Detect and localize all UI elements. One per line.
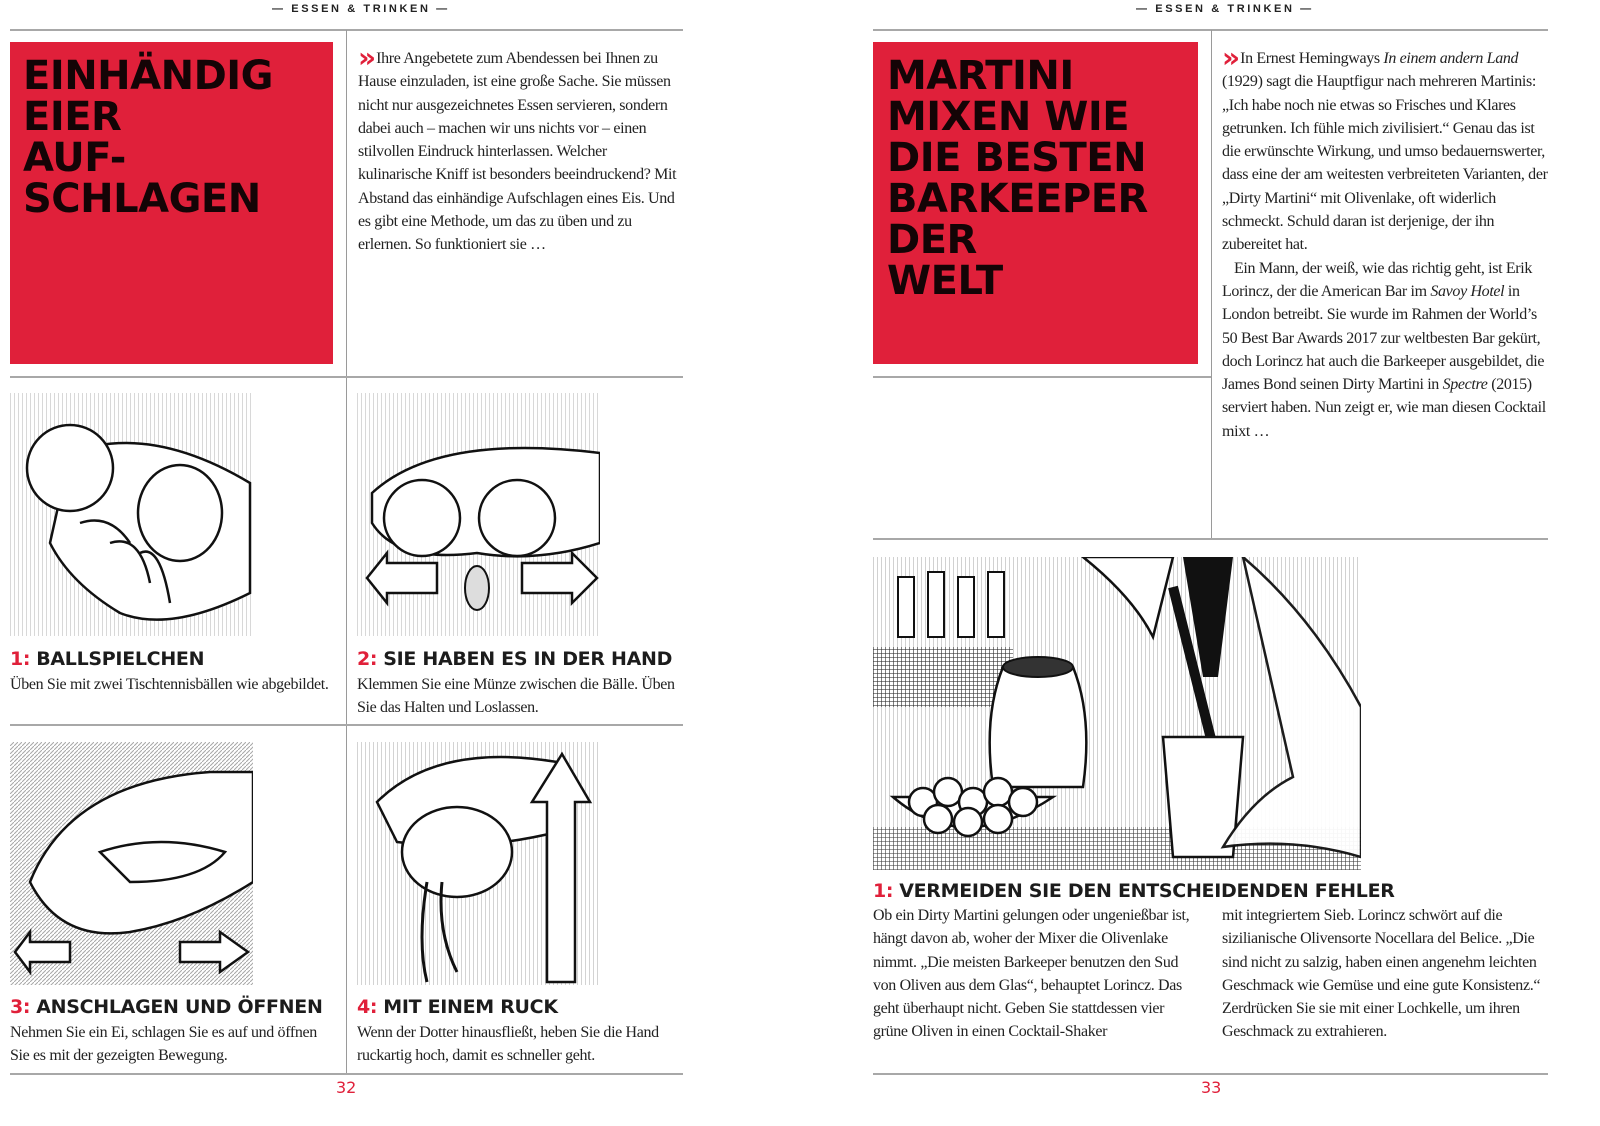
hand-holding-two-balls-illustration [10, 393, 253, 636]
page-number: 33 [1201, 1078, 1222, 1097]
column-divider [346, 30, 347, 1075]
step-3-title: 3: ANSCHLAGEN UND ÖFFNEN [10, 996, 323, 1018]
page-number: 32 [336, 1078, 357, 1097]
step-4-title: 4: MIT EINEM RUCK [357, 996, 558, 1018]
intro-text: » In Ernest Hemingways In einem andern Land (1929) sagt die Hauptfigur nach mehreren Martinis: „Ich habe noch nie etwas so Frisches und Klares getrunken. Ich fühle mich zivilisiert.“ Genau das ist die erwünschte Wirkung, und umso bedauernswerter, dass eine der am weitesten verbreiteten Varianten, der „Dirty Martini“ mit Olivenlake, oft widerlich schmeckt. Schuld daran ist derjenige, der ihn zubereitet hat. Ein Mann, der weiß, wie das richtig geht, ist Erik Lorincz, der die American Bar im Savoy Hotel in London betreibt. Sie wurde im Rahmen der World’s 50 Best Bar Awards 2017 zur weltbesten Bar gekürt, doch Lorincz hat auch die Barkeeper ausgebildet, die James Bond seinen Dirty Martini in Spectre (2015) serviert haben. Nun zeigt er, wie man diesen Cocktail mixt … [1222, 41, 1548, 440]
step-1-text: Üben Sie mit zwei Tischtennisbällen wie abgebildet. [10, 676, 329, 693]
section-label: — ESSEN & TRINKEN — [272, 3, 450, 15]
page-title: EINHÄNDIG EIER AUF- SCHLAGEN [23, 53, 274, 222]
rule [10, 376, 683, 378]
hand-with-coin-arrows-illustration [357, 393, 600, 636]
step-1-title: 1: VERMEIDEN SIE DEN ENTSCHEIDENDEN FEHLER [873, 880, 1395, 902]
page-title: MARTINI MIXEN WIE DIE BESTEN BARKEEPER DER WELT [887, 53, 1148, 304]
step-2-text: Klemmen Sie eine Münze zwischen die Bälle. Üben Sie das Halten und Loslassen. [357, 676, 675, 716]
egg-yolk-flowing-up-arrow-illustration [357, 742, 600, 985]
headline-box [873, 42, 1198, 364]
section-label: — ESSEN & TRINKEN — [1136, 3, 1314, 15]
step-2-title: 2: SIE HABEN ES IN DER HAND [357, 648, 673, 670]
step-1-text-column-1: Ob ein Dirty Martini gelungen oder ungenießbar ist, hängt davon ab, woher der Mixer die Olivenlake nimmt. „Die meisten Barkeeper benutzen den Sud von Oliven aus dem Glas“, behauptet Lorincz. Das geht überhaupt nicht. Geben Sie stattdessen vier grüne Oliven in einen Cocktail-Shaker [873, 907, 1190, 1041]
rule [873, 376, 1211, 378]
step-1-text-column-2: mit integriertem Sieb. Lorincz schwört auf die sizilianische Olivensorte Nocellara del Belice. „Die sind nicht zu salzig, haben einen angenehm leichten Geschmack wie Gemüse und eine gute Konsistenz.“ Zerdrücken Sie sie mit einer Lochkelle, um ihren Geschmack zu extrahieren. [1222, 907, 1541, 1041]
step-3-text: Nehmen Sie ein Ei, schlagen Sie es auf und öffnen Sie es mit der gezeigten Bewegung. [10, 1024, 317, 1064]
headline-box [10, 42, 333, 364]
bartender-crushing-olives-illustration [873, 557, 1361, 870]
intro-text: » Ihre Angebetete zum Abendessen bei Ihnen zu Hause einzuladen, ist eine große Sache. Sie müssen nicht nur ausgezeichnetes Essen servieren, sondern dabei auch – machen wir uns nichts vor – einen stilvollen Eindruck hinterlassen. Welcher kulinarische Kniff ist besonders beeindruckend? Mit Abstand das einhändige Aufschlagen eines Eis. Und es gibt eine Methode, um das zu üben und zu erlernen. So funktioniert sie … [358, 41, 677, 254]
column-divider [1211, 30, 1212, 539]
bottom-rule [10, 1073, 683, 1075]
double-chevron-quote-icon: » [358, 41, 371, 74]
step-1-title: 1: BALLSPIELCHEN [10, 648, 205, 670]
rule [873, 538, 1548, 540]
step-4-text: Wenn der Dotter hinausfließt, heben Sie die Hand ruckartig hoch, damit es schneller geht. [357, 1024, 659, 1064]
double-chevron-quote-icon: » [1222, 41, 1235, 74]
bottom-rule [873, 1073, 1548, 1075]
hand-cracking-egg-illustration [10, 742, 253, 985]
rule [10, 724, 683, 726]
